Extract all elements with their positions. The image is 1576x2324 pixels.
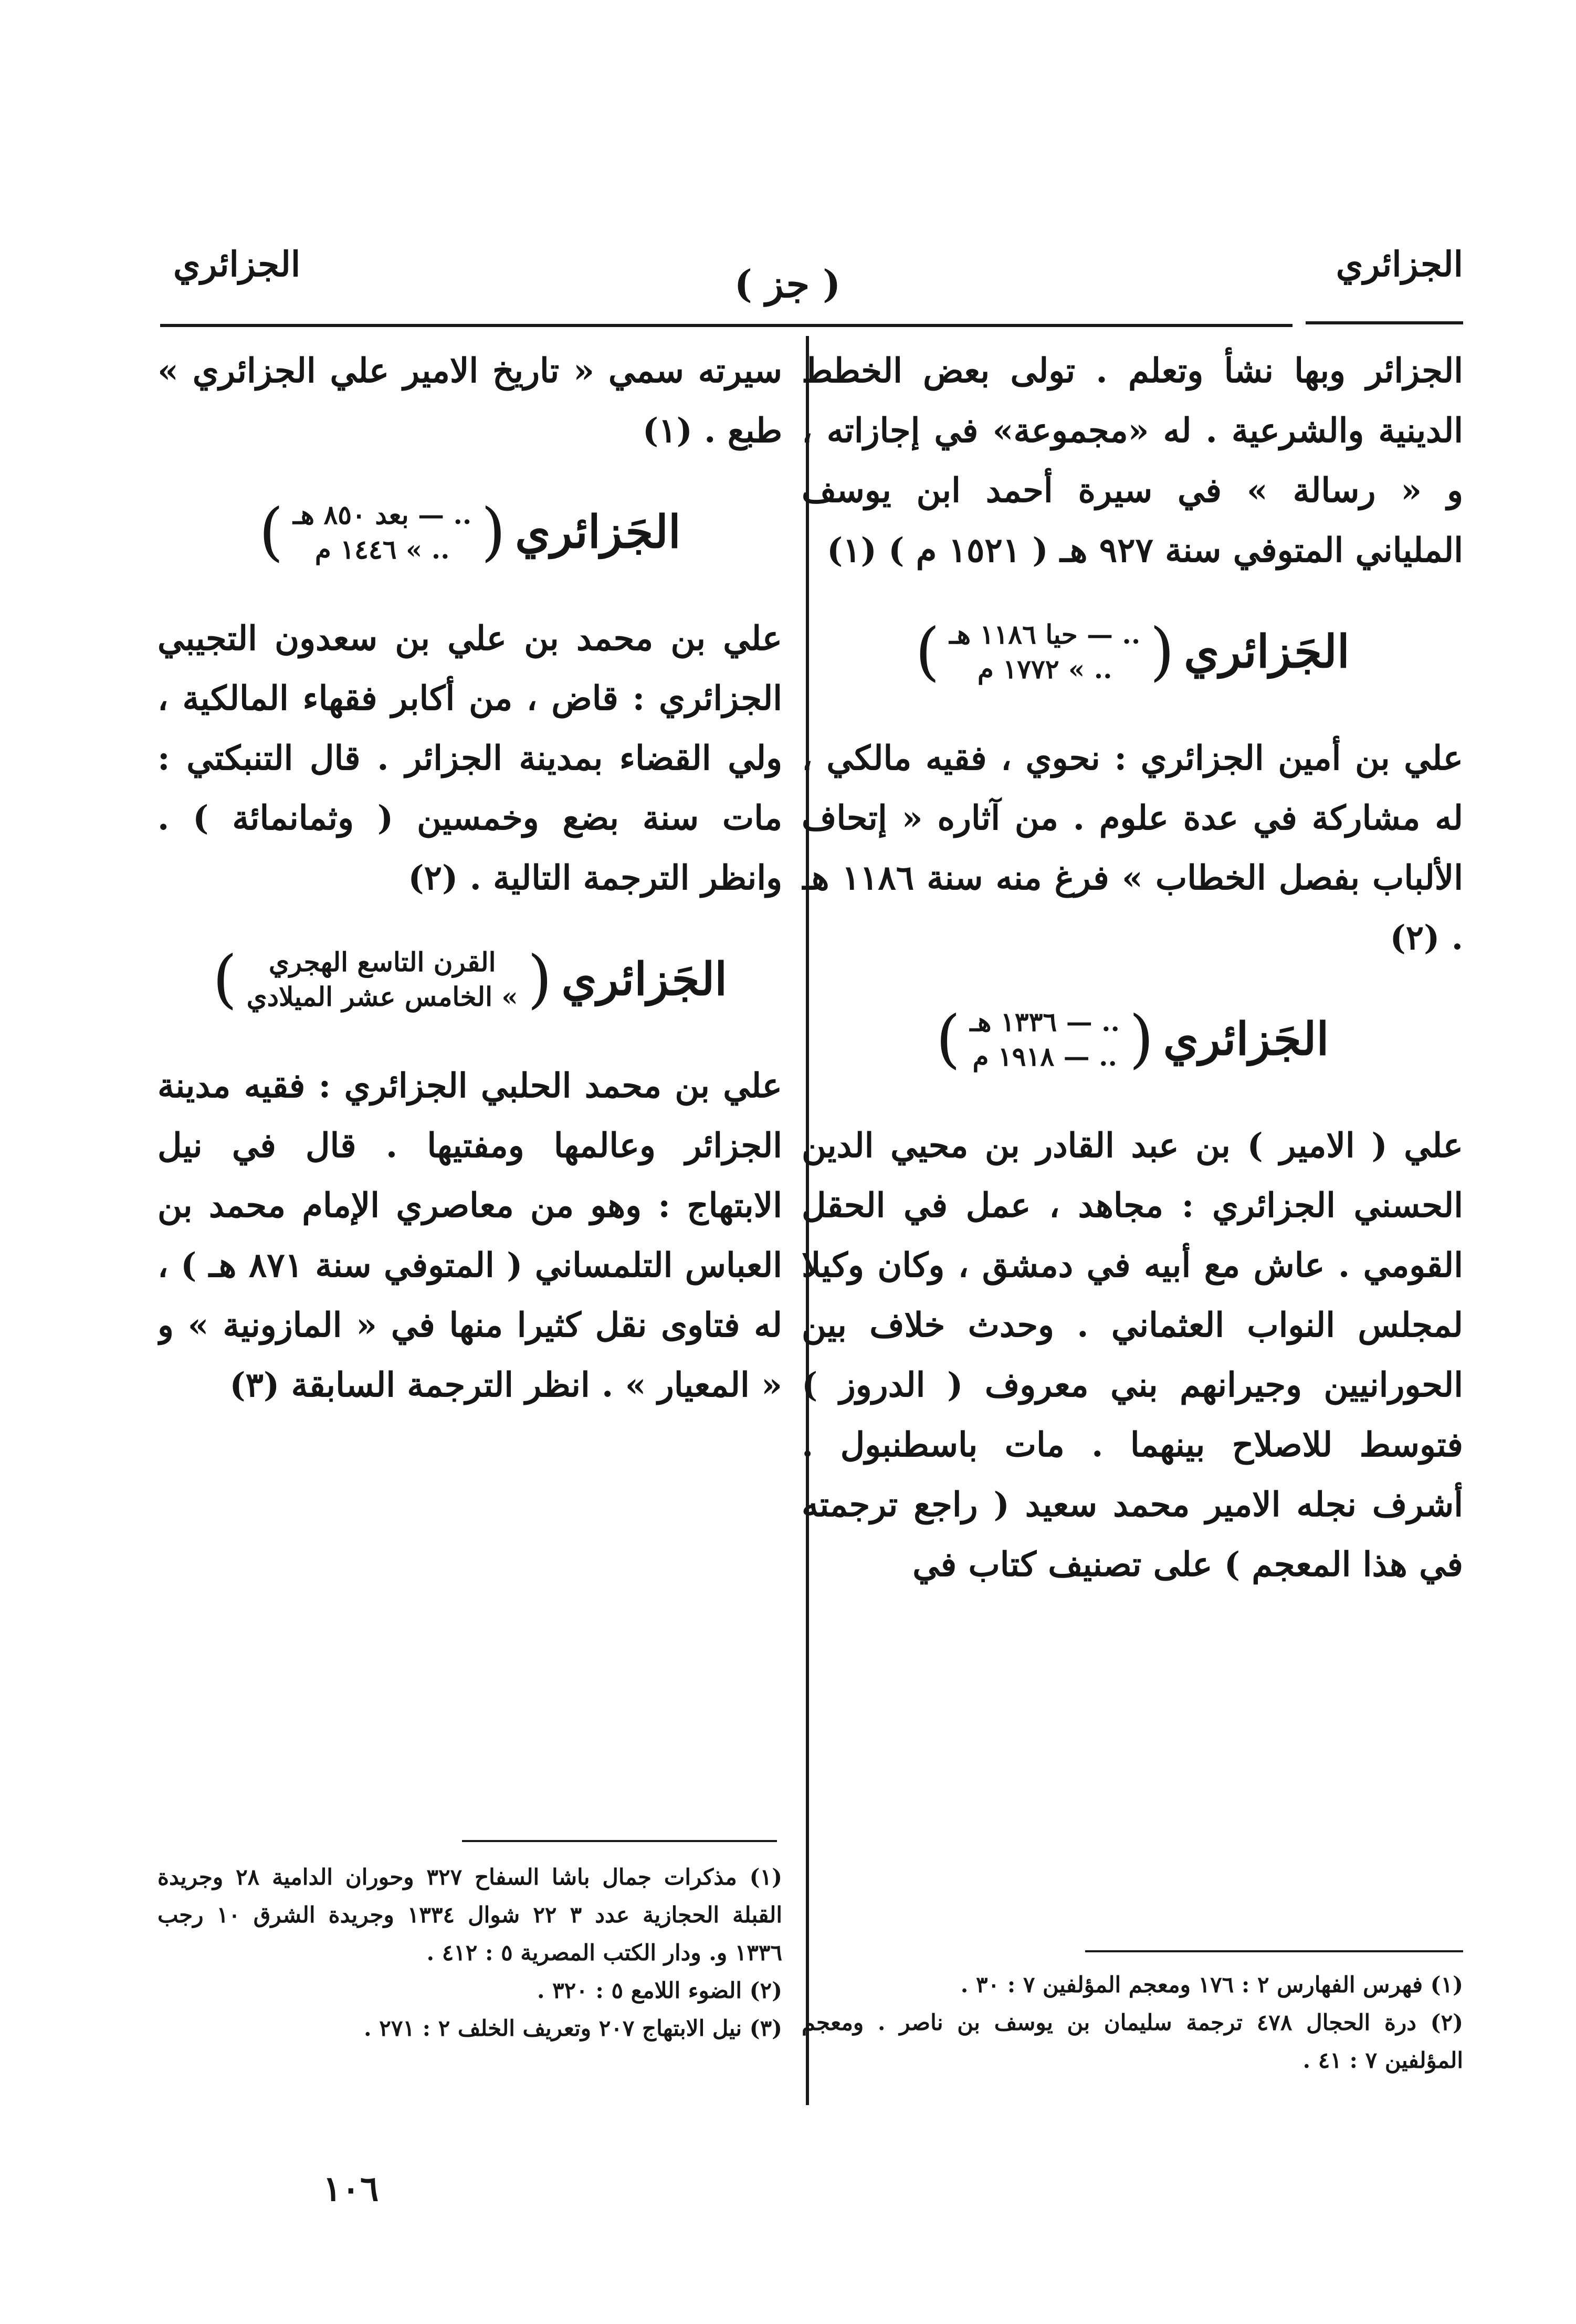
bracket-close: ) (936, 1003, 961, 1076)
date-gregorian: .. — ١٩١٨ م (972, 1041, 1117, 1072)
running-head-left: الجزائري (173, 244, 301, 285)
entry-dates (970, 1005, 1120, 1074)
date-hijri: .. — بعد ٨٥٠ هـ (293, 499, 472, 530)
running-head-right: الجزائري (1336, 244, 1463, 285)
entry-name: الجَزائري (515, 506, 681, 559)
footnote: (٢) درة الحجال ٤٧٨ ترجمة سليمان بن يوسف بن ناصر . ومعجم المؤلفين ٧ : ٤١ . (802, 2010, 1463, 2073)
entry-text: علي بن أمين الجزائري : نحوي ، فقيه مالكي ، له مشاركة في عدة علوم . من آثاره « إتحاف الألباب بفصل الخطاب » فرغ منه سنة ١١٨٦ هـ . (٢) (802, 739, 1463, 958)
entry-name: الجَزائري (561, 953, 728, 1006)
entry-text: علي بن محمد الحلبي الجزائري : فقيه مدينة الجزائر وعالمها ومفتيها . قال في نيل الابتهاج : وهو من معاصري الإمام محمد بن العباس التلمساني ( المتوفي سنة ٨٧١ هـ ) ، له فتاوى نقل كثيرا منها في « المازونية » و « المعيار » . انظر الترجمة السابقة (٣) (157, 1066, 782, 1405)
entry-dates (293, 498, 471, 567)
right-column (802, 341, 1463, 2042)
date-hijri: .. — حيا ١١٨٦ هـ (949, 619, 1141, 650)
entry-name: الجَزائري (1163, 1013, 1329, 1066)
date-century-hijri: القرن التاسع الهجري (268, 947, 496, 977)
entry-heading (802, 617, 1463, 687)
bracket-open: ( (481, 496, 506, 569)
header-rule (160, 324, 1293, 327)
date-century-gregorian: » الخامس عشر الميلادي (246, 981, 518, 1012)
page-number: ١٠٦ (323, 2168, 379, 2209)
header-rule-right (1306, 321, 1463, 324)
footnotes-right (802, 1966, 1463, 2079)
footnote: (٣) نيل الابتهاج ٢٠٧ وتعريف الخلف ٢ : ٢٧١ . (364, 2015, 782, 2041)
left-intro-text: سيرته سمي « تاريخ الامير علي الجزائري » طبع . (١) (157, 351, 782, 450)
footnote: (١) فهرس الفهارس ٢ : ١٧٦ ومعجم المؤلفين ٧ : ٣٠ . (960, 1972, 1463, 1997)
bracket-open: ( (1150, 615, 1175, 688)
bracket-close: ) (259, 496, 283, 569)
footnote: (١) مذكرات جمال باشا السفاح ٣٢٧ وحوران الدامية ٢٨ وجريدة القبلة الحجازية عدد ٣ ٢٢ شوال ١٣٣٤ وجريدة الشرق ١٠ رجب ١٣٣٦ و. ودار الكتب المصرية ٥ : ٤١٢ . (157, 1864, 782, 1965)
footnote-rule-left (462, 1840, 777, 1842)
bracket-open: ( (1129, 1003, 1154, 1076)
entry-text: علي بن محمد بن علي بن سعدون التجيبي الجزائري : قاض ، من أكابر فقهاء المالكية ، ولي القضاء بمدينة الجزائر . قال التنبكتي : مات سنة بضع وخمسين ( وثمانمائة ) . وانظر الترجمة التالية . (٢) (157, 619, 782, 898)
entry-name: الجَزائري (1184, 625, 1350, 678)
bracket-open: ( (527, 943, 552, 1016)
bracket-close: ) (915, 615, 940, 688)
entry-heading (802, 1005, 1463, 1074)
entry-heading (157, 498, 782, 567)
bracket-close: ) (212, 943, 237, 1016)
entry-dates (949, 617, 1140, 687)
right-intro-text: الجزائر وبها نشأ وتعلم . تولى بعض الخطط الدينية والشرعية . له «مجموعة» في إجازاته ، و « رسالة » في سيرة أحمد ابن يوسف الملياني المتوفي سنة ٩٢٧ هـ ( ١٥٢١ م ) (١) (802, 351, 1463, 570)
footnote: (٢) الضوء اللامع ٥ : ٣٢٠ . (537, 1978, 782, 2003)
entry-dates (247, 945, 518, 1014)
running-head-center: ( جز ) (734, 261, 841, 306)
entry-text: علي ( الامير ) بن عبد القادر بن محيي الدين الحسني الجزائري : مجاهد ، عمل في الحقل القومي . عاش مع أبيه في دمشق ، وكان وكيلا لمجلس النواب العثماني . وحدث خلاف بين الحورانيين وجيرانهم بني معروف ( الدروز ) فتوسط للاصلاح بينهما . مات باسطنبول . أشرف نجله الامير محمد سعيد ( راجع ترجمته في هذا المعجم ) على تصنيف كتاب في (802, 1126, 1463, 1584)
entry-heading (157, 945, 782, 1014)
date-gregorian: .. » ١٤٤٦ م (314, 534, 450, 565)
date-hijri: .. — ١٣٣٦ هـ (970, 1006, 1120, 1037)
date-gregorian: .. » ١٧٧٢ م (977, 654, 1112, 685)
footnote-rule-right (1085, 1950, 1463, 1952)
footnotes-left (157, 1858, 782, 2047)
left-column (157, 341, 782, 2042)
